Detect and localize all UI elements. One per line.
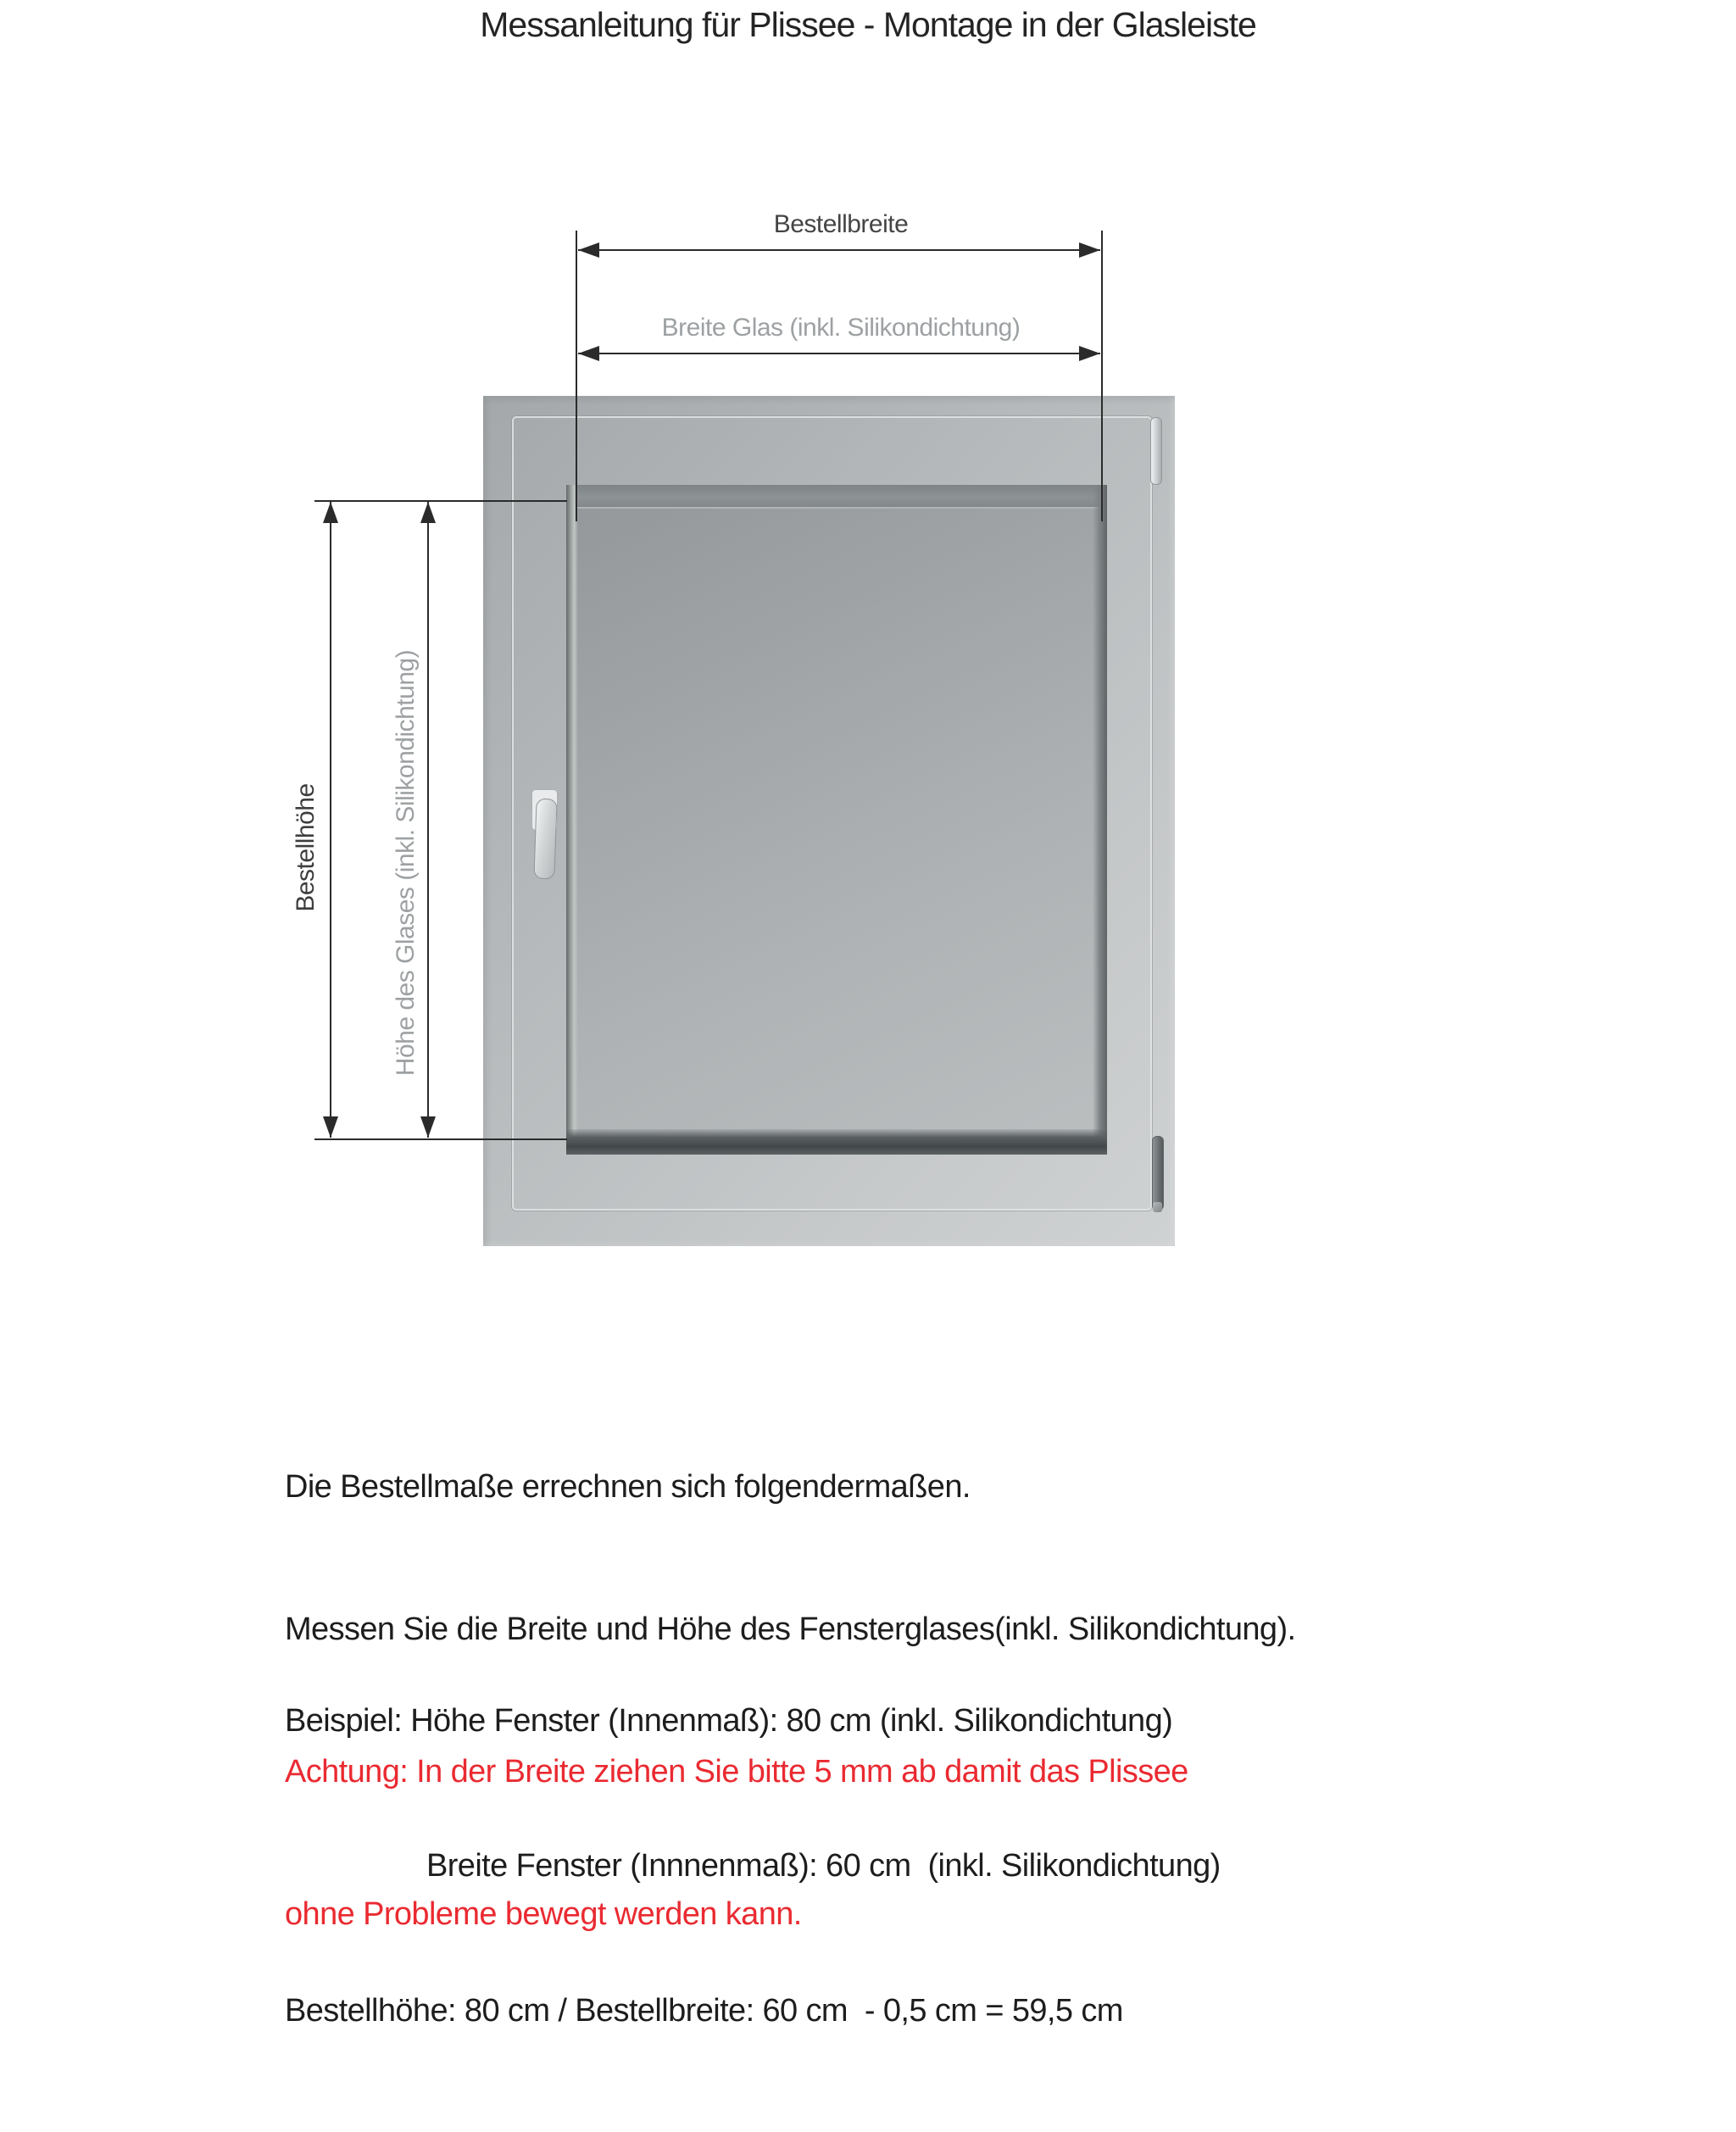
bestellhoehe-arrow xyxy=(330,502,331,1138)
height-tick-top xyxy=(314,500,567,502)
instruction-line: Die Bestellmaße errechnen sich folgendermaßen. xyxy=(285,1469,971,1505)
window-hinge-bottom-icon xyxy=(1152,1136,1164,1211)
page-title: Messanleitung für Plissee - Montage in der Glasleiste xyxy=(480,5,1256,44)
breite-glas-label: Breite Glas (inkl. Silikondichtung) xyxy=(661,314,1021,342)
width-extension-line-right xyxy=(1101,231,1103,521)
hoehe-glas-arrow xyxy=(427,502,429,1138)
example-line: Beispiel: Höhe Fenster (Innenmaß): 80 cm (inkl. Silikondichtung) xyxy=(285,1703,1173,1739)
window-hinge-top-icon xyxy=(1150,417,1162,485)
width-extension-line-left xyxy=(576,231,577,521)
window-glass xyxy=(566,485,1107,1155)
breite-glas-arrow xyxy=(578,353,1100,354)
glass-bead-left xyxy=(566,485,578,1155)
instruction-line: Messen Sie die Breite und Höhe des Fensterglases(inkl. Silikondichtung). xyxy=(285,1612,1296,1647)
glass-bead-top xyxy=(566,485,1107,509)
window-illustration xyxy=(483,396,1175,1246)
hoehe-glas-label: Höhe des Glases (inkl. Silikondichtung) xyxy=(392,649,420,1077)
example-line: Breite Fenster (Innnenmaß): 60 cm (inkl. Silikondichtung) xyxy=(426,1848,1221,1884)
bestellhoehe-label: Bestellhöhe xyxy=(292,783,320,912)
glass-bead-bottom xyxy=(566,1129,1107,1155)
example-block xyxy=(285,1600,1221,2132)
bestellbreite-label: Bestellbreite xyxy=(773,210,909,238)
window-handle-icon xyxy=(533,799,557,880)
warning-line: Achtung: In der Breite ziehen Sie bitte 5 mm ab damit das Plissee xyxy=(285,1754,1188,1790)
bestellbreite-arrow xyxy=(578,249,1100,251)
example-line: Bestellhöhe: 80 cm / Bestellbreite: 60 cm - 0,5 cm = 59,5 cm xyxy=(285,1993,1123,2029)
warning-line: ohne Probleme bewegt werden kann. xyxy=(285,1896,802,1932)
glass-bead-right xyxy=(1093,485,1107,1155)
height-tick-bottom xyxy=(314,1138,567,1140)
